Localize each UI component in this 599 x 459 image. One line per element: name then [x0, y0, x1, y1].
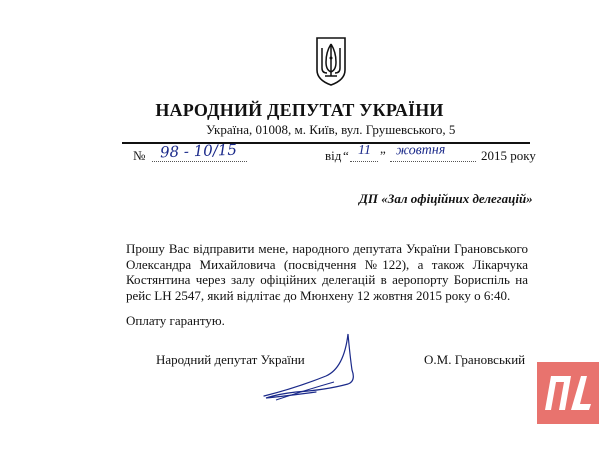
payment-guarantee: Оплату гарантую.: [126, 313, 225, 328]
signatory-position: Народний депутат України: [156, 352, 305, 367]
letter-body: Прошу Вас відправити мене, народного депутата України Грановського Олександра Михайловича (посвідчення №122), а також Лікарчука Костянтина через залу офіційних делегацій в аеропорту Бориспіль на рейс LH 2547, який відлітає до Мюнхену 12 жовтня 2015 року о 6:40.: [126, 241, 528, 303]
date-from-label: від: [325, 148, 342, 163]
reference-number-label: №: [133, 148, 146, 163]
signatory-name: О.М. Грановський: [424, 352, 526, 367]
trident-emblem-icon: [314, 36, 348, 86]
handwritten-signature: [256, 326, 376, 406]
date-day-line: [350, 160, 378, 162]
recipient: ДП «Зал офіційних делегацій»: [359, 191, 533, 206]
letterhead-title: НАРОДНИЙ ДЕПУТАТ УКРАЇНИ: [155, 100, 444, 120]
date-month-handwritten: жовтня: [395, 142, 446, 159]
reference-number-handwritten: 98 - 10/15: [159, 140, 238, 162]
date-quote-open: “: [343, 148, 349, 163]
date-month-line: [390, 160, 476, 162]
date-year: 2015 року: [481, 148, 536, 163]
site-logo-icon: [537, 362, 599, 424]
date-day-handwritten: 11: [358, 143, 371, 158]
letterhead-address: Україна, 01008, м. Київ, вул. Грушевського, 5: [206, 122, 456, 137]
date-quote-close: ”: [380, 148, 386, 163]
